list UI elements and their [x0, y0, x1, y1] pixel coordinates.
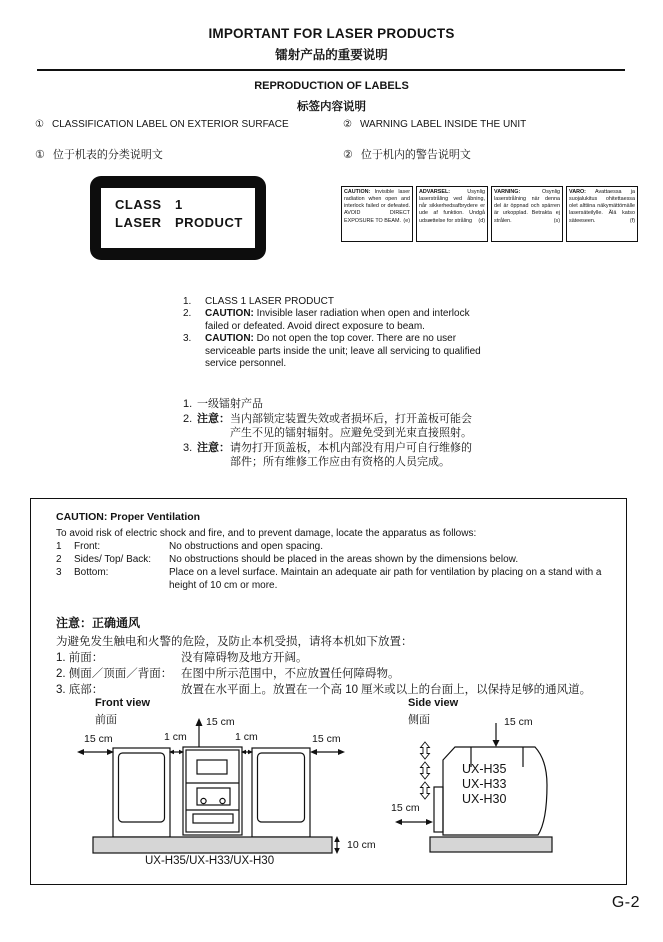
arrow-left-icon — [310, 749, 317, 755]
display-window — [197, 760, 227, 774]
circled-1-icon: ① — [35, 149, 45, 161]
ventilation-zh — [56, 615, 616, 698]
class-laser-label-inner — [101, 188, 255, 248]
dim-top-front: 15 cm — [206, 716, 235, 728]
label-mark: (e) — [403, 217, 410, 224]
list-item: 1. 前面： 没有障碍物及地方开阔。 — [56, 652, 308, 664]
class-label-word: PRODUCT — [175, 215, 243, 230]
dim-gap-left: 1 cm — [164, 731, 187, 743]
list-item: 3 Bottom: Place on a level surface. Maintain an adequate air path for ventilation by placing on a stand with a height of 10 cm or more. — [56, 567, 602, 591]
arrow-left-icon — [395, 819, 402, 825]
model-name: UX-H33 — [462, 777, 507, 791]
unit-side-profile — [443, 747, 547, 835]
side-view-diagram — [388, 715, 598, 877]
page-title: IMPORTANT FOR LASER PRODUCTS — [208, 26, 455, 41]
list-item: 1. CLASS 1 LASER PRODUCT — [183, 296, 334, 307]
ventilation-en — [56, 511, 611, 592]
dim-top-side: 15 cm — [504, 716, 533, 728]
label-mark: (d) — [478, 217, 485, 224]
classification-heading-zh: ① 位于机表的分类说明文 — [35, 149, 163, 161]
speaker-left — [113, 748, 170, 837]
arrow-right-icon — [426, 819, 433, 825]
warning-labels-row — [341, 186, 638, 242]
laser-notes-en — [183, 296, 488, 370]
unit-side-protrusion — [434, 787, 443, 832]
model-name: UX-H30 — [462, 792, 507, 806]
arrow-left-icon — [77, 749, 84, 755]
label-mark: (s) — [553, 217, 560, 224]
warning-label-da: ADVARSEL: Usynlig laserstråling ved åbning, når sikkerhedsafbrydere er ude af funktion. Undgå udsættelse for stråling (d) — [416, 186, 488, 242]
stand-platform — [430, 837, 552, 852]
dim-right-front: 15 cm — [312, 733, 341, 745]
list-item: 3. 注意： 请勿打开顶盖板，本机内部没有用户可自行维修的部件；所有维修工作应由有资格的人员完成。 — [183, 441, 472, 469]
header-rule — [37, 69, 625, 71]
classification-heading: ① CLASSIFICATION LABEL ON EXTERIOR SURFACE — [35, 119, 289, 130]
circled-1-icon: ① — [35, 119, 44, 130]
front-view-title: Front view — [95, 697, 151, 709]
speaker-right — [252, 748, 310, 837]
warning-heading: ② WARNING LABEL INSIDE THE UNIT — [343, 119, 527, 130]
ventilation-intro: To avoid risk of electric shock and fire, and to prevent damage, locate the apparatus as follows: — [56, 528, 477, 539]
arrow-down-icon — [493, 740, 500, 747]
list-item: 2. 侧面／顶面／背面： 在图中所示范围中，不应放置任何障碍物。 — [56, 668, 400, 680]
list-item: 2. CAUTION: Invisible laser radiation when open and interlock failed or defeated. Avoid direct exposure to beam. — [183, 308, 470, 332]
side-view-title: Side view — [408, 697, 459, 709]
list-item: 1 Front: No obstructions and open spacing. — [56, 541, 323, 552]
warning-label-en: CAUTION: Invisible laser radiation when open and interlock failed or defeated. AVOID DIRECT EXPOSURE TO BEAM. (e) — [341, 186, 413, 242]
list-item: 2 Sides/ Top/ Back: No obstructions should be placed in the areas shown by the dimensions below. — [56, 554, 519, 565]
ventilation-heading-zh: 注意：正确通风 — [56, 616, 141, 630]
cassette-hub — [220, 798, 225, 803]
circled-2-icon: ② — [343, 119, 352, 130]
side-view-title-zh: 侧面 — [408, 714, 430, 726]
dim-gap-right: 1 cm — [235, 731, 258, 743]
ventilation-intro-zh: 为避免发生触电和火警的危险，及防止本机受损，请将本机如下放置： — [56, 636, 413, 648]
class-label-word: LASER — [115, 215, 162, 230]
tray-door — [193, 814, 233, 823]
page-number: G-2 — [611, 894, 640, 911]
airflow-arrow-icon — [421, 762, 430, 779]
dim-left-side: 15 cm — [391, 802, 420, 814]
class-label-number: 1 — [175, 197, 183, 212]
list-item: 3. CAUTION: Do not open the top cover. There are no user serviceable parts inside the unit; leave all servicing to qualified service personnel. — [183, 333, 481, 370]
front-view-title-zh: 前面 — [95, 714, 117, 726]
airflow-arrow-icon — [421, 782, 430, 799]
speaker-left-grille — [119, 753, 165, 822]
stand-platform — [93, 837, 332, 853]
model-name: UX-H35 — [462, 762, 507, 776]
arrow-up-icon — [196, 718, 203, 726]
laser-notes-zh — [183, 397, 483, 470]
class-laser-label — [90, 176, 266, 260]
warning-heading-zh: ② 位于机内的警告说明文 — [343, 149, 471, 161]
ventilation-heading: CAUTION: Proper Ventilation — [56, 511, 201, 523]
list-item: 2. 注意： 当内部锁定装置失效或者损坏后，打开盖板可能会产生不见的镭射辐射。应避免受到光束直接照射。 — [183, 412, 472, 440]
list-item: 1. 一级镭射产品 — [183, 398, 263, 410]
list-item: 3. 底部： 放置在水平面上。放置在一个高 10 厘米或以上的台面上，以保持足够的通风道。 — [56, 684, 592, 696]
circled-2-icon: ② — [343, 149, 353, 161]
cassette-hub — [201, 798, 206, 803]
arrow-down-icon — [334, 848, 340, 854]
speaker-right-grille — [258, 753, 305, 822]
section-subtitle: REPRODUCTION OF LABELS — [254, 80, 409, 92]
page-title-zh: 镭射产品的重要说明 — [275, 48, 388, 62]
warning-label-fi: VARO: Avattaessa ja suojalukitus ohitettaessa olet alttiina näkymättömälle lasersäteilylle. Älä katso säteeseen. (f) — [566, 186, 638, 242]
front-view-diagram — [70, 715, 380, 877]
dim-stand-height: 10 cm — [347, 839, 376, 851]
class-label-word: CLASS — [115, 197, 162, 212]
front-view-caption: UX-H35/UX-H33/UX-H30 — [145, 855, 275, 867]
airflow-arrow-icon — [421, 742, 430, 759]
arrow-up-icon — [334, 836, 340, 842]
section-subtitle-zh: 标签内容说明 — [297, 101, 366, 113]
arrow-right-icon — [338, 749, 345, 755]
label-mark: (f) — [629, 217, 635, 224]
dim-left-front: 15 cm — [84, 733, 113, 745]
warning-label-sv: VARNING: Osynlig laserstrålning när denna del är öppnad och spärren är urkopplad. Betrakta ej strålen. (s) — [491, 186, 563, 242]
